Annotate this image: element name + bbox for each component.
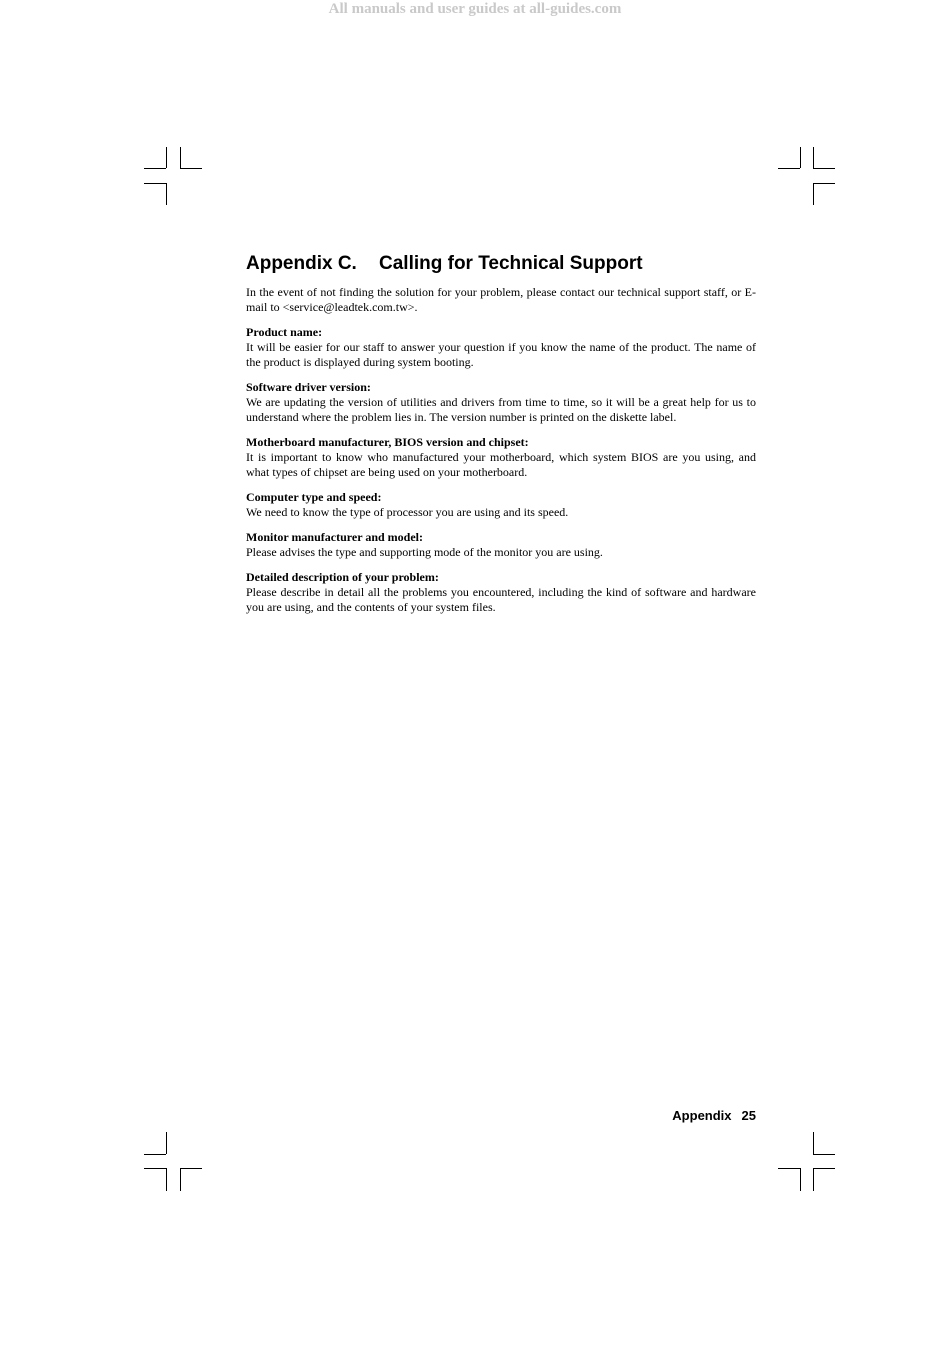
page-content (246, 253, 756, 625)
section-heading: Software driver version: (246, 380, 371, 394)
section-body: We are updating the version of utilities and drivers from time to time, so it will be a great help for us to understand where the problem lies in. The version number is printed on the diskette label. (246, 395, 756, 424)
section-software-driver-version (246, 380, 756, 425)
section-body: Please describe in detail all the problems you encountered, including the kind of software and hardware you are using, and the contents of your system files. (246, 585, 756, 614)
section-motherboard-bios-chipset (246, 435, 756, 480)
section-heading: Detailed description of your problem: (246, 570, 439, 584)
watermark-text: All manuals and user guides at all-guides.com (328, 1, 622, 17)
section-monitor-manufacturer-model (246, 530, 756, 560)
section-heading: Product name: (246, 325, 323, 339)
section-computer-type-speed (246, 490, 756, 520)
page-title (246, 253, 756, 275)
page-number: 25 (741, 1108, 756, 1123)
section-body: It is important to know who manufactured your motherboard, which system BIOS are you using, and what types of chipset are being used on your motherboard. (246, 450, 756, 479)
footer-label: Appendix (672, 1108, 732, 1123)
section-body: It will be easier for our staff to answer your question if you know the name of the product. The name of the product is displayed during system booting. (246, 340, 756, 369)
section-heading: Computer type and speed: (246, 490, 382, 504)
section-product-name (246, 325, 756, 370)
appendix-title-text: Calling for Technical Support (379, 253, 643, 274)
section-problem-description (246, 570, 756, 615)
section-body: We need to know the type of processor you are using and its speed. (246, 505, 569, 519)
page-footer (672, 1108, 756, 1123)
section-body: Please advises the type and supporting mode of the monitor you are using. (246, 545, 603, 559)
section-heading: Motherboard manufacturer, BIOS version and chipset: (246, 435, 529, 449)
intro-paragraph: In the event of not finding the solution for your problem, please contact our technical support staff, or E-mail to <service@leadtek.com.tw>. (246, 285, 756, 314)
appendix-number: Appendix C. (246, 253, 357, 274)
section-heading: Monitor manufacturer and model: (246, 530, 423, 544)
